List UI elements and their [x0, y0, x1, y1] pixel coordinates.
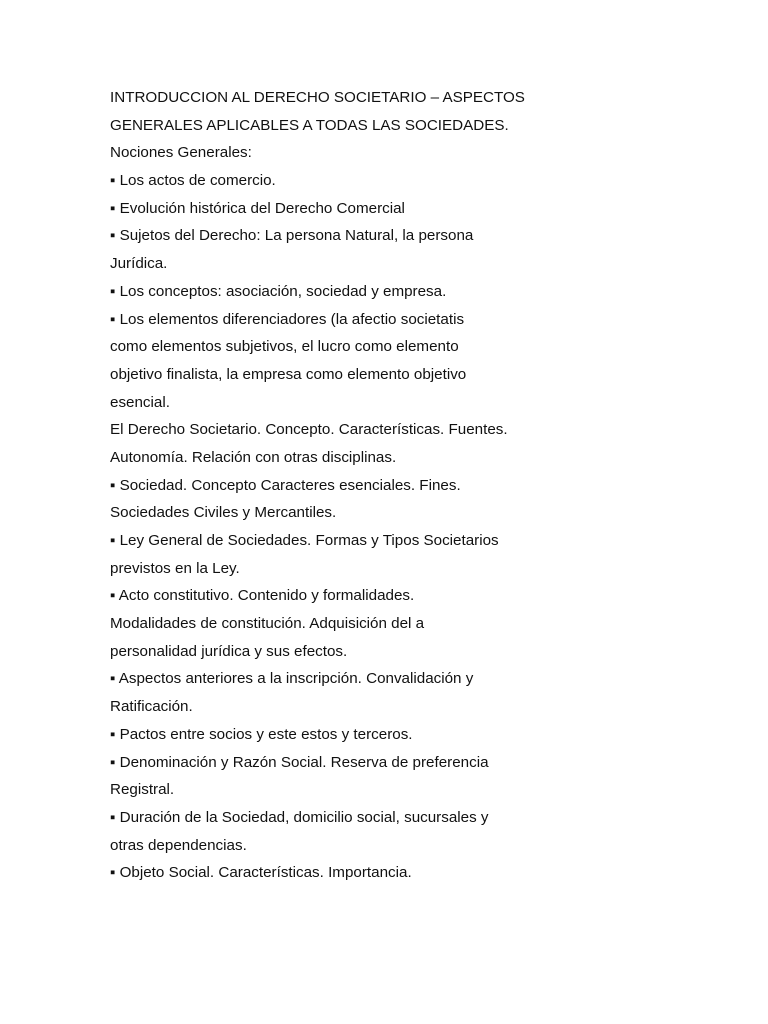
text-line: Ratificación. — [110, 698, 193, 716]
text-line: El Derecho Societario. Concepto. Características. Fuentes. — [110, 421, 508, 439]
text-line: ▪ Sociedad. Concepto Caracteres esenciales. Fines. — [110, 476, 461, 494]
document-title-line-2: GENERALES APLICABLES A TODAS LAS SOCIEDADES. — [110, 116, 509, 134]
text-line: ▪ Objeto Social. Características. Importancia. — [110, 864, 412, 882]
text-line: Registral. — [110, 781, 175, 799]
text-line: previstos en la Ley. — [110, 559, 240, 577]
text-line: ▪ Los actos de comercio. — [110, 172, 276, 190]
text-line: ▪ Pactos entre socios y este estos y terceros. — [110, 725, 413, 743]
text-line: ▪ Denominación y Razón Social. Reserva de preferencia — [110, 753, 489, 771]
text-line: como elementos subjetivos, el lucro como elemento — [110, 338, 459, 356]
text-line: Sociedades Civiles y Mercantiles. — [110, 504, 337, 522]
text-line: personalidad jurídica y sus efectos. — [110, 642, 348, 660]
text-line: ▪ Aspectos anteriores a la inscripción. Convalidación y — [110, 670, 474, 688]
document-title-line-1: INTRODUCCION AL DERECHO SOCIETARIO – ASPECTOS — [110, 89, 525, 106]
text-line: ▪ Sujetos del Derecho: La persona Natural, la persona — [110, 227, 474, 245]
document-body — [110, 84, 670, 887]
text-line: ▪ Ley General de Sociedades. Formas y Tipos Societarios — [110, 532, 499, 549]
text-line: Jurídica. — [110, 255, 168, 273]
text-line: esencial. — [110, 393, 170, 411]
text-line: ▪ Duración de la Sociedad, domicilio social, sucursales y — [110, 808, 489, 826]
text-line: otras dependencias. — [110, 836, 247, 854]
text-line: objetivo finalista, la empresa como elemento objetivo — [110, 365, 467, 383]
text-line: ▪ Los conceptos: asociación, sociedad y empresa. — [110, 282, 447, 300]
text-line: ▪ Acto constitutivo. Contenido y formalidades. — [110, 587, 415, 605]
text-line: ▪ Los elementos diferenciadores (la afectio societatis — [110, 310, 465, 328]
text-line: ▪ Evolución histórica del Derecho Comercial — [110, 199, 405, 217]
section-heading: Nociones Generales: — [110, 144, 252, 162]
text-line: Autonomía. Relación con otras disciplinas. — [110, 448, 397, 466]
text-line: Modalidades de constitución. Adquisición del a — [110, 615, 425, 633]
